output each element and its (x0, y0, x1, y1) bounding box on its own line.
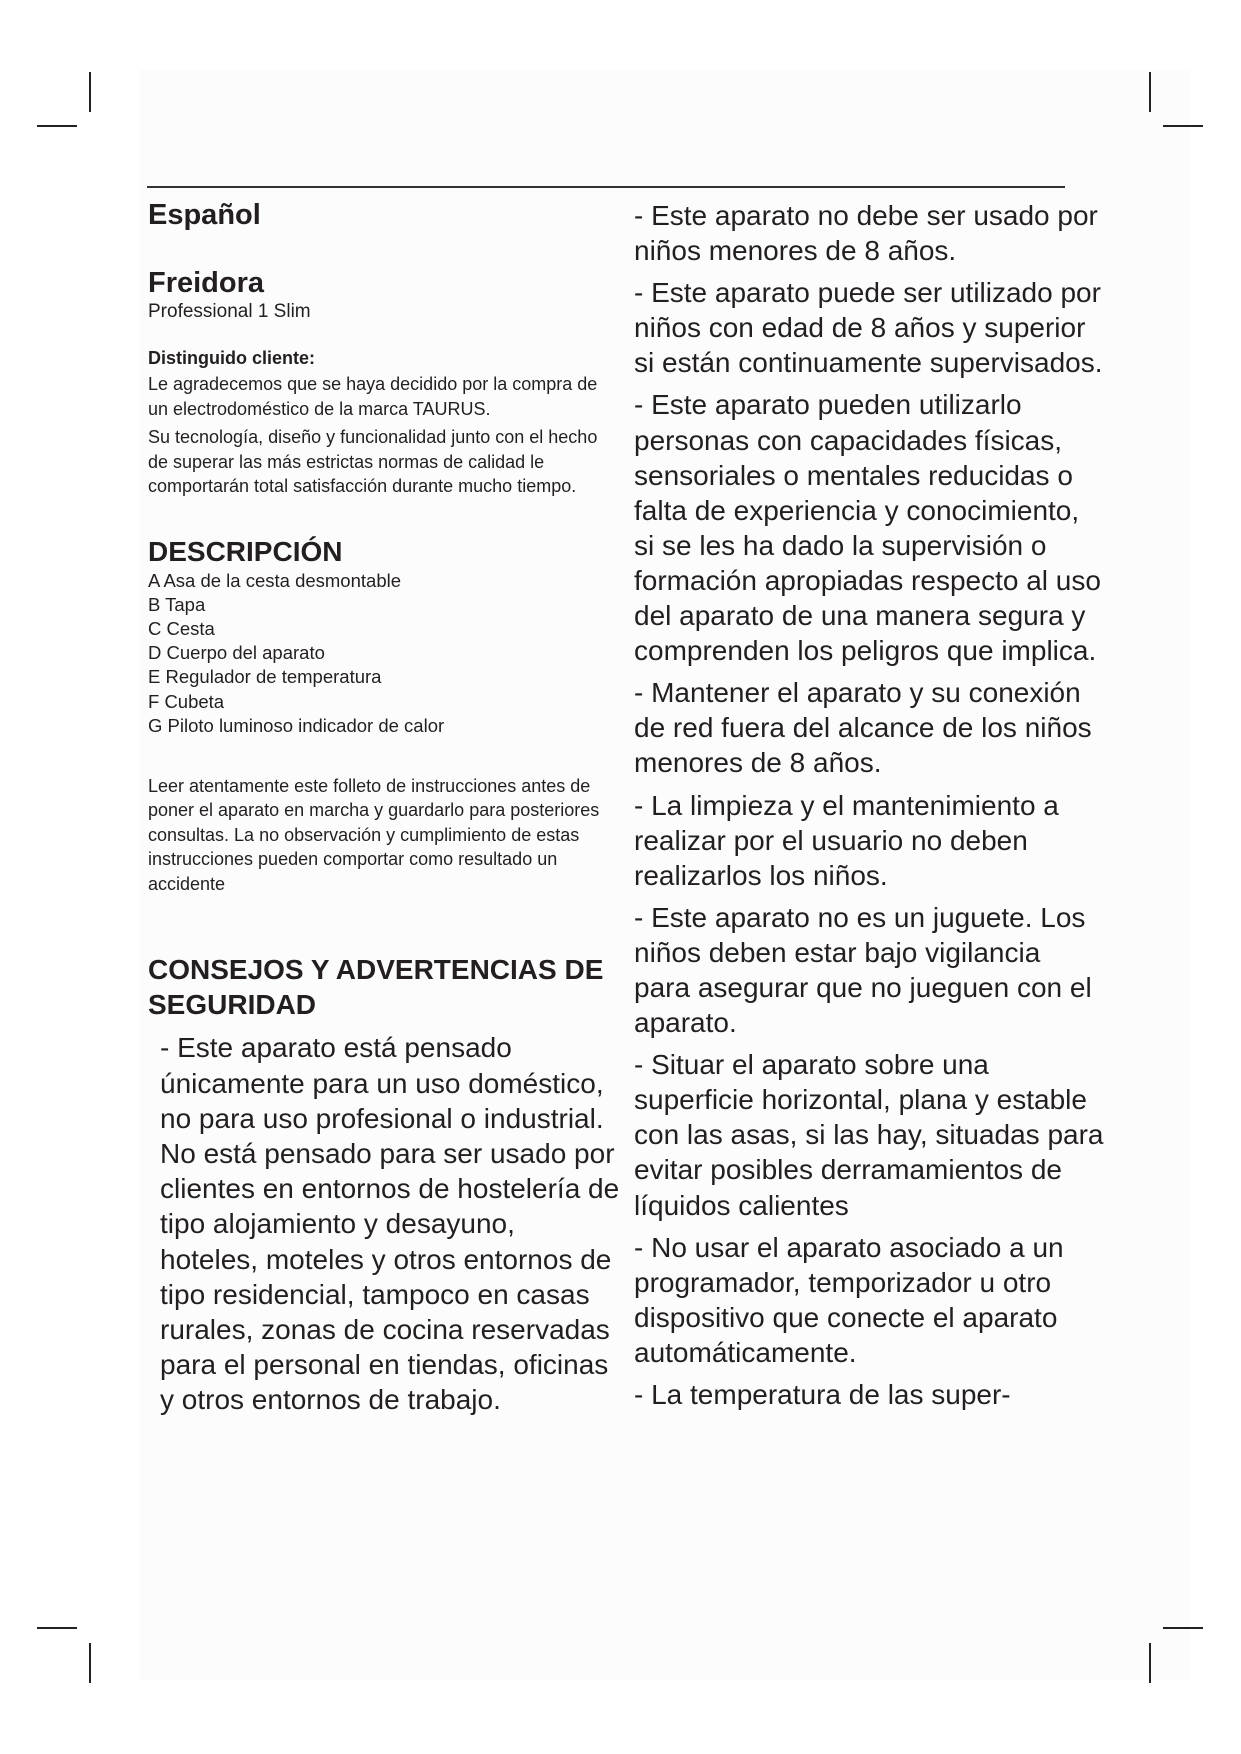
intro-paragraph: Le agradecemos que se haya decidido por la compra de un electrodoméstico de la marca TAURUS. (148, 374, 598, 419)
read-instructions-warning: Leer atentamente este folleto de instrucciones antes de poner el aparato en marcha y guardarlo para posteriores consultas. La no observación y cumplimiento de estas instrucciones pueden comportar como resultado un accidente (148, 775, 600, 894)
crop-mark-top-right-vertical (1149, 72, 1151, 112)
part-item: D Cuerpo del aparato (148, 642, 325, 664)
part-item: B Tapa (148, 593, 206, 615)
crop-mark-bottom-left-horizontal (37, 1627, 77, 1629)
description-title: DESCRIPCIÓN (148, 535, 343, 567)
part-item: E Regulador de temperatura (148, 666, 382, 688)
safety-item: - Este aparato pueden utilizarlo personas con capacidades físicas, sensoriales o mentales reducidas o falta de experiencia y conocimiento, si se les ha dado la supervisión o formación apropiadas respecto al uso del aparato de una manera segura y comprenden los peligros que implica. (634, 389, 1101, 667)
crop-mark-top-left-vertical (89, 72, 91, 112)
crop-mark-bottom-right-horizontal (1163, 1627, 1203, 1629)
part-item: G Piloto luminoso indicador de calor (148, 714, 445, 736)
safety-item: - La limpieza y el mantenimiento a realizar por el usuario no deben realizarlos los niños. (634, 789, 1059, 891)
crop-mark-bottom-right-vertical (1149, 1643, 1151, 1683)
product-model: Professional 1 Slim (148, 301, 311, 322)
safety-item: - Este aparato puede ser utilizado por niños con edad de 8 años y superior si están continuamente supervisados. (634, 277, 1103, 379)
part-item: A Asa de la cesta desmontable (148, 569, 402, 591)
safety-item: - No usar el aparato asociado a un programador, temporizador u otro dispositivo que conecte el aparato automáticamente. (634, 1231, 1064, 1368)
safety-item: - Situar el aparato sobre una superficie horizontal, plana y estable con las asas, si las hay, situadas para evitar posibles derramamientos de líquidos calientes (634, 1049, 1104, 1221)
safety-item: - La temperatura de las super- (634, 1379, 1011, 1410)
part-item: F Cubeta (148, 690, 225, 712)
header-rule (147, 186, 1065, 188)
crop-mark-top-right-horizontal (1163, 125, 1203, 127)
right-column (634, 198, 1104, 1419)
product-title: Freidora (148, 267, 265, 299)
parts-list (148, 569, 618, 738)
safety-title: CONSEJOS Y ADVERTENCIAS DE SEGURIDAD (148, 954, 604, 1021)
safety-item: - Este aparato no es un juguete. Los niños deben estar bajo vigilancia para asegurar que no jueguen con el aparato. (634, 901, 1092, 1039)
greeting: Distinguido cliente: (148, 348, 316, 368)
crop-mark-bottom-left-vertical (89, 1643, 91, 1683)
intro-paragraph: Su tecnología, diseño y funcionalidad junto con el hecho de superar las más estrictas normas de calidad le comportarán total satisfacción durante mucho tiempo. (148, 427, 598, 496)
language-heading: Español (148, 199, 261, 231)
safety-item: - Este aparato está pensado únicamente para un uso doméstico, no para uso profesional o industrial. No está pensado para ser usado por clientes en entornos de hostelería de tipo alojamiento y desayuno, hoteles, moteles y otros entornos de tipo residencial, tampoco en casas rurales, zonas de cocina reservadas para el personal en tiendas, oficinas y otros entornos de trabajo. (160, 1032, 620, 1416)
left-column (148, 198, 618, 1418)
crop-mark-top-left-horizontal (37, 125, 77, 127)
safety-item: - Mantener el aparato y su conexión de red fuera del alcance de los niños menores de 8 años. (634, 677, 1092, 779)
part-item: C Cesta (148, 617, 215, 639)
safety-item: - Este aparato no debe ser usado por niños menores de 8 años. (634, 200, 1098, 267)
